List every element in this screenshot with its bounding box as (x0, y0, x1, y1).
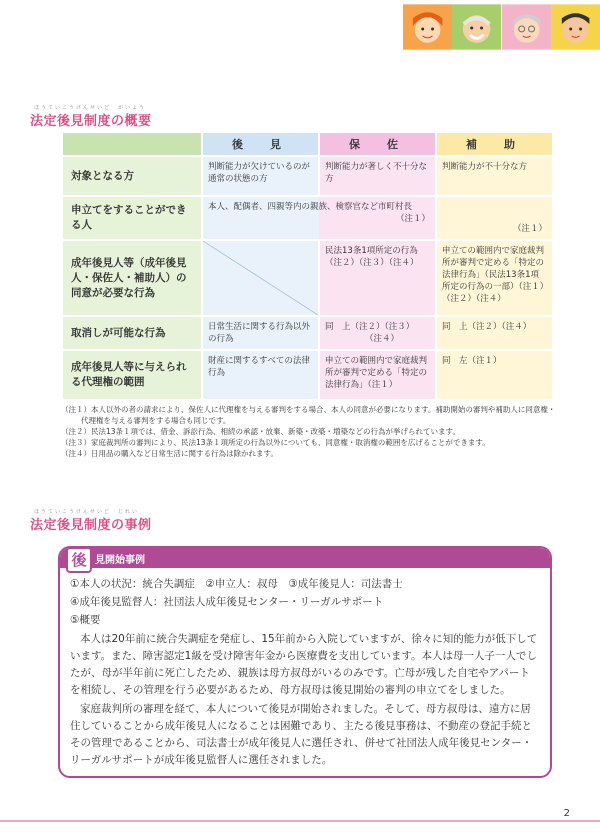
notes (61, 404, 561, 459)
cell-text: 本人、配偶者、四親等内の親族、検察官など市町村長 (208, 202, 413, 212)
section2-title: 法定後見制度の事例 (30, 518, 152, 533)
cell-note: （注１） (395, 214, 430, 224)
table-cell-empty (202, 240, 319, 316)
table-cell: 同 左（注１） (436, 350, 553, 400)
table-cell: 申立ての範囲内で家庭裁判所が審判で定める「特定の法律行為」（民法13条1項所定の行為の一部）（注１）（注２）（注４） (436, 240, 553, 316)
case-item: ⑤概要 (70, 614, 101, 626)
overview-table (61, 131, 554, 401)
table-row (62, 240, 553, 316)
table-cell: 財産に関するすべての法律行為 (202, 350, 319, 400)
table-header-assistance: 補 助 (436, 132, 553, 156)
table-cell: 申立ての範囲内で家庭裁判所が審判で定める「特定の法律行為」（注１） (319, 350, 436, 400)
diagonal-line (203, 241, 318, 315)
table-header-blank (62, 132, 202, 156)
section1-title: 法定後見制度の概要 (30, 114, 152, 129)
cell-note: （注２）（注３）（注４） (325, 258, 419, 268)
case-paragraph: 家庭裁判所の審理を経て、本人について後見が開始されました。そして、母方叔母は、遠方に居住していることから成年後見人になることは困難であり、主たる後見事務は、不動産の登記手続とその管理であることから、司法書士が成年後見人に選任され、併せて社団法人成年後見センター・リーガルサポートが成年後見監督人に選任されました。 (70, 703, 533, 766)
case-body (60, 568, 550, 769)
row-label: 申立てをすることができる人 (62, 196, 202, 240)
table-cell: 同 上（注２）（注４） (436, 316, 553, 350)
case-paragraph: 本人は20年前に統合失調症を発症し、15年前から入院していますが、徐々に知的能力が低下しています。また、障害認定1級を受け障害年金から医療費を支出しています。本人は母一人子一人でしたが、母が半年前に死亡したため、親族は母方叔母がいるのみです。亡母が残した自宅やアパートを相続し、その管理を行う必要があるため、母方叔母は後見開始の審判の申立てをしました。 (70, 633, 538, 696)
case-header-text: 見開始事例 (95, 554, 145, 566)
table-row (62, 156, 553, 196)
table-cell: 判断能力が著しく不十分な方 (319, 156, 436, 196)
cell-note: （注１） (512, 224, 547, 234)
row-label: 取消しが可能な行為 (62, 316, 202, 350)
row-label: 成年後見人等（成年後見人・保佐人・補助人）の同意が必要な行為 (62, 240, 202, 316)
section1-ruby: ほうていこうけんせいど がいよう (34, 105, 147, 111)
row-label: 対象となる方 (62, 156, 202, 196)
case-header (60, 548, 550, 568)
table-cell (436, 196, 553, 240)
face-woman-orange-icon (403, 4, 452, 50)
table-cell (319, 240, 436, 316)
table-header-row (62, 132, 553, 156)
table-row (62, 196, 553, 240)
case-badge: 後 (66, 547, 92, 573)
row-label: 成年後見人等に与えられる代理権の範囲 (62, 350, 202, 400)
cell-note: （注４） (365, 334, 400, 344)
section2-ruby: ほうていこうけんせいど じれい (34, 509, 140, 515)
table-row (62, 316, 553, 350)
table-row (62, 350, 553, 400)
note-item: （注４）日用品の購入など日常生活に関する行為は除かれます。 (61, 449, 278, 458)
face-elderly-man-icon (452, 4, 501, 50)
face-man-icon (551, 4, 600, 50)
case-item: ④成年後見監督人：社団法人成年後見センター・リーガルサポート (70, 596, 384, 608)
table-cell: 日常生活に関する行為以外の行為 (202, 316, 319, 350)
note-item: （注３）家庭裁判所の審判により、民法13条１項所定の行為以外についても、同意権・取消権の範囲を広げることができます。 (61, 438, 490, 447)
table-header-curatorship: 保 佐 (319, 132, 436, 156)
cell-text: 同 上（注２）（注３） (325, 322, 415, 332)
note-item: （注１）本人以外の者の請求により、保佐人に代理権を与える審判をする場合、本人の同意が必要になります。補助開始の審判や補助人に同意権・代理権を与える審判をする場合も同じです。 (61, 405, 556, 425)
note-item: （注２）民法13条１項では、借金、訴訟行為、相続の承認・放棄、新築・改築・増築などの行為が挙げられています。 (61, 427, 460, 436)
table-cell: 判断能力が欠けているのが通常の状態の方 (202, 156, 319, 196)
table-cell (202, 196, 436, 240)
case-item: ①本人の状況：統合失調症 ②申立人：叔母 ③成年後見人：司法書士 (70, 578, 403, 590)
table-header-guardianship: 後 見 (202, 132, 319, 156)
table-cell (319, 316, 436, 350)
case-box (58, 546, 552, 778)
face-elderly-woman-icon (502, 4, 551, 50)
table-cell: 判断能力が不十分な方 (436, 156, 553, 196)
cell-text: 民法13条1項所定の行為 (325, 246, 418, 256)
faces-illustration (403, 4, 600, 50)
bottom-rule (0, 820, 600, 822)
page-number: 2 (563, 808, 570, 819)
